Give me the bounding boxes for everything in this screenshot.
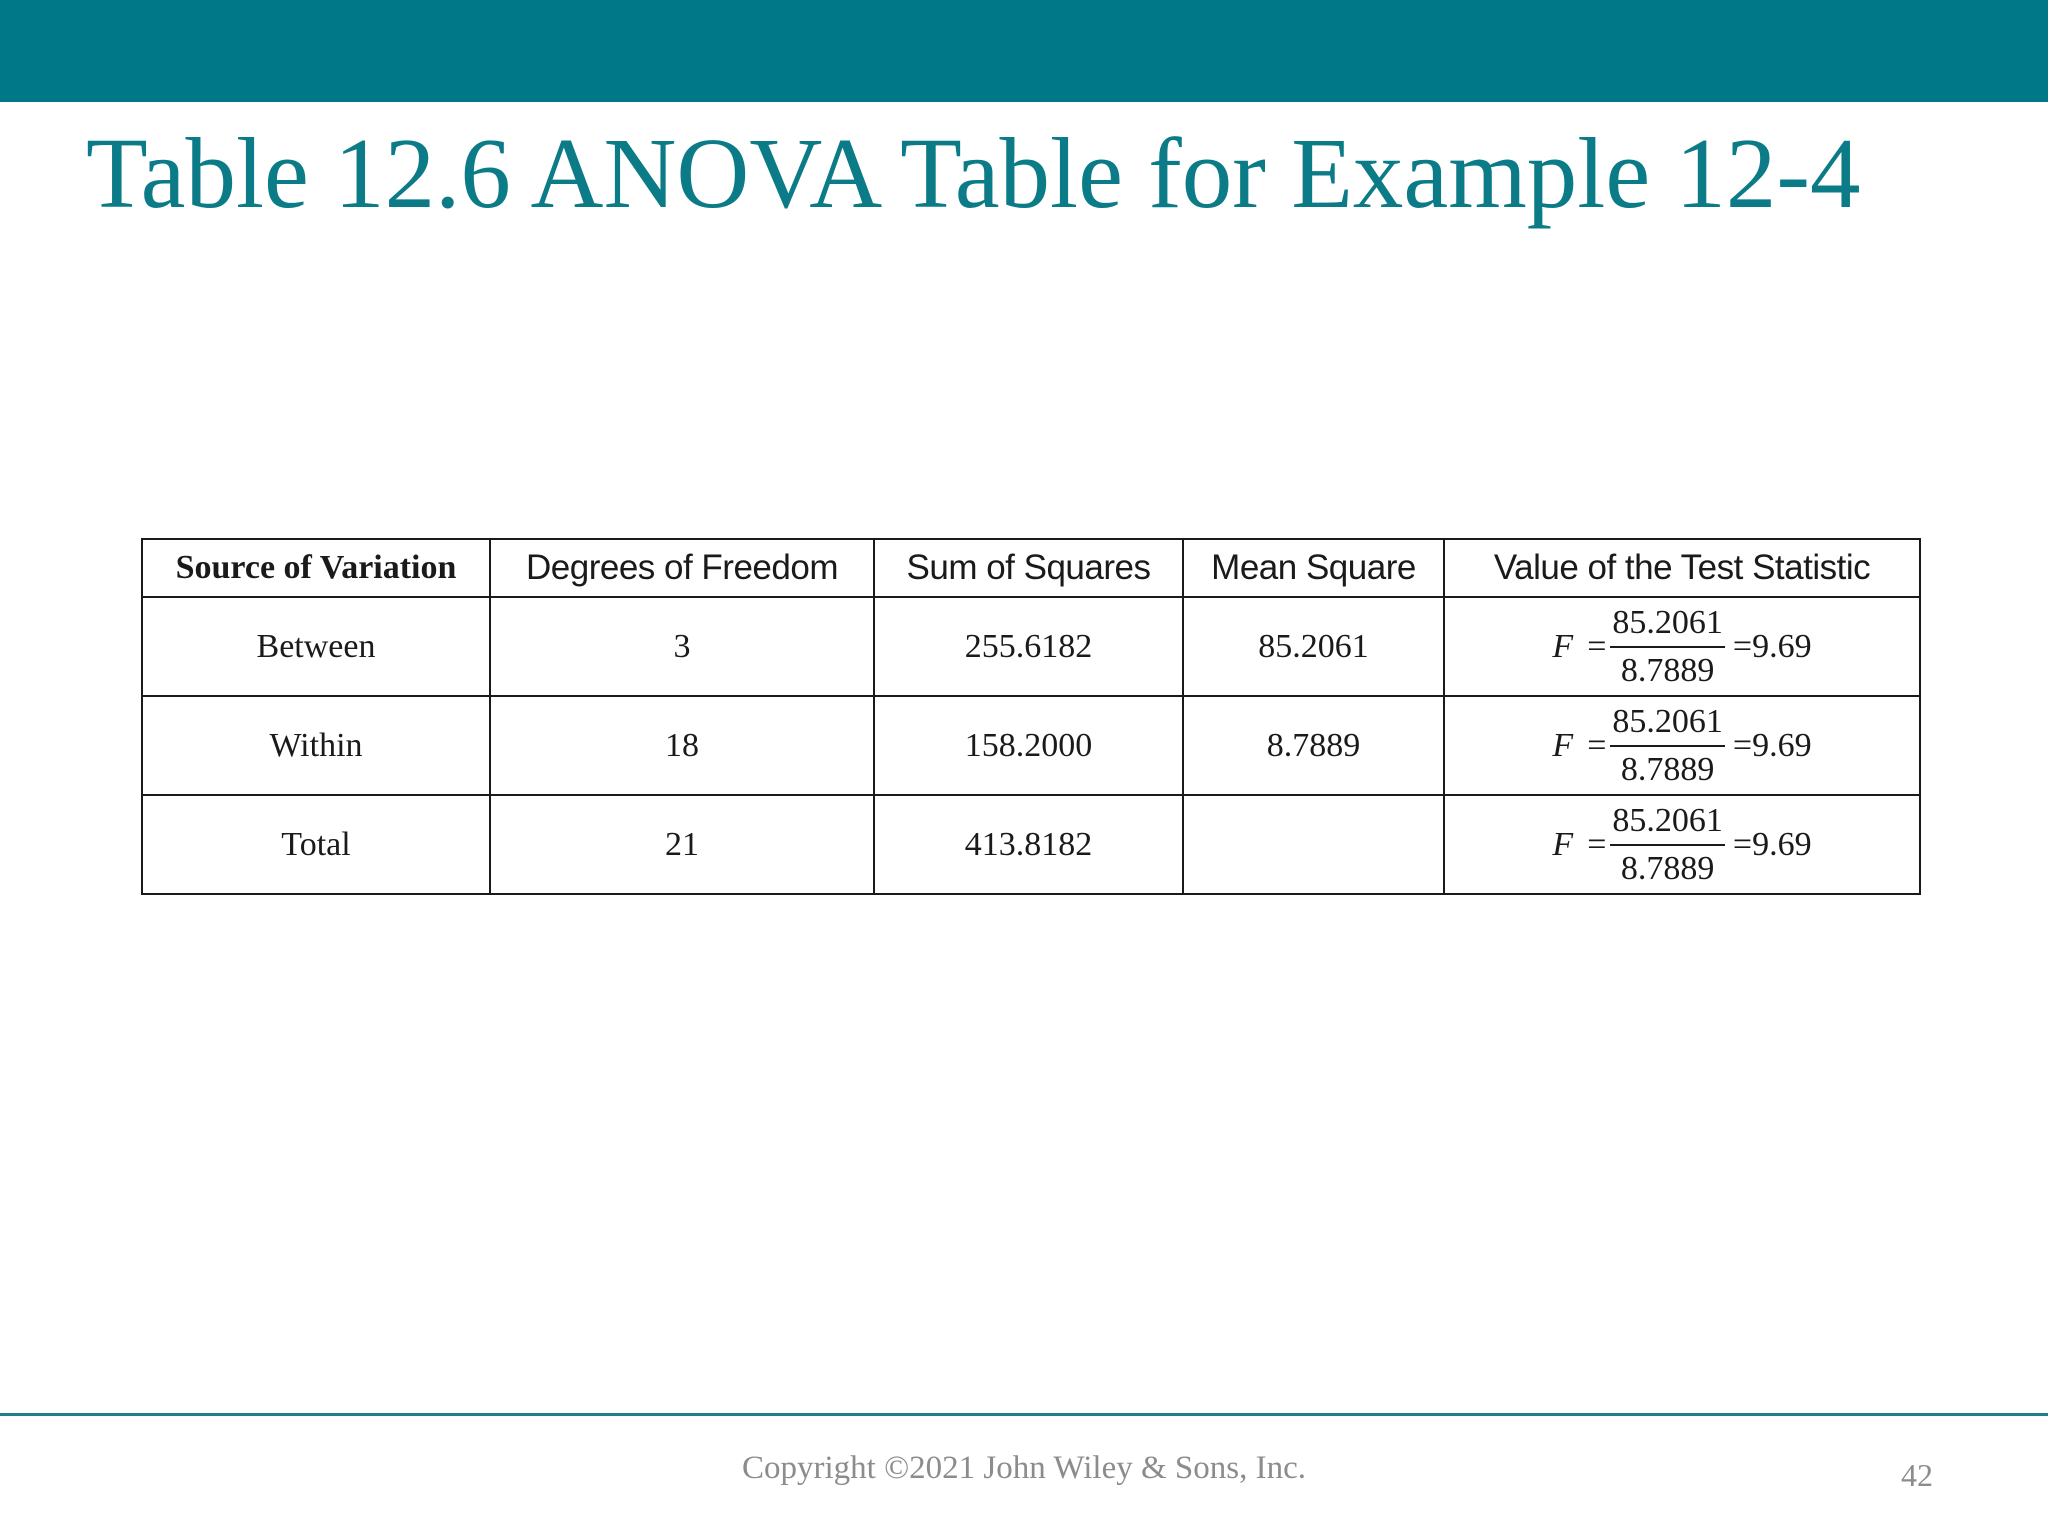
cell-test-statistic bbox=[1444, 795, 1920, 894]
equals-sign: = bbox=[1587, 726, 1607, 764]
f-formula bbox=[1552, 801, 1812, 887]
cell-source: Between bbox=[142, 597, 490, 696]
table-header-row bbox=[142, 539, 1920, 597]
cell-test-statistic bbox=[1444, 696, 1920, 795]
anova-table bbox=[141, 538, 1921, 895]
fraction-denominator: 8.7889 bbox=[1620, 849, 1715, 887]
table-row-between bbox=[142, 597, 1920, 696]
table-row-total bbox=[142, 795, 1920, 894]
cell-df: 21 bbox=[490, 795, 874, 894]
table-row-within bbox=[142, 696, 1920, 795]
f-variable: F bbox=[1552, 627, 1574, 665]
header-mean-square: Mean Square bbox=[1183, 539, 1444, 597]
equals-sign: = bbox=[1587, 825, 1607, 863]
cell-source: Total bbox=[142, 795, 490, 894]
cell-ms: 8.7889 bbox=[1183, 696, 1444, 795]
cell-df: 18 bbox=[490, 696, 874, 795]
fraction-denominator: 8.7889 bbox=[1620, 750, 1715, 788]
cell-source: Within bbox=[142, 696, 490, 795]
f-result: =9.69 bbox=[1732, 825, 1812, 863]
cell-df: 3 bbox=[490, 597, 874, 696]
fraction bbox=[1610, 603, 1725, 689]
fraction-numerator: 85.2061 bbox=[1610, 705, 1725, 747]
fraction-denominator: 8.7889 bbox=[1620, 651, 1715, 689]
footer-divider bbox=[0, 1413, 2048, 1416]
header-sum-of-squares: Sum of Squares bbox=[874, 539, 1183, 597]
f-formula bbox=[1552, 603, 1812, 689]
f-variable: F bbox=[1552, 726, 1574, 764]
slide-title: Table 12.6 ANOVA Table for Example 12-4 bbox=[86, 117, 1861, 229]
f-variable: F bbox=[1552, 825, 1574, 863]
header-band bbox=[0, 0, 2048, 102]
cell-test-statistic bbox=[1444, 597, 1920, 696]
f-result: =9.69 bbox=[1732, 627, 1812, 665]
page-number: 42 bbox=[1901, 1457, 1933, 1493]
header-source-of-variation: Source of Variation bbox=[142, 539, 490, 597]
cell-ss: 255.6182 bbox=[874, 597, 1183, 696]
header-test-statistic: Value of the Test Statistic bbox=[1444, 539, 1920, 597]
fraction-numerator: 85.2061 bbox=[1610, 606, 1725, 648]
equals-sign: = bbox=[1587, 627, 1607, 665]
header-degrees-of-freedom: Degrees of Freedom bbox=[490, 539, 874, 597]
f-formula bbox=[1552, 702, 1812, 788]
cell-ms: 85.2061 bbox=[1183, 597, 1444, 696]
cell-ss: 158.2000 bbox=[874, 696, 1183, 795]
fraction bbox=[1610, 702, 1725, 788]
fraction bbox=[1610, 801, 1725, 887]
cell-ms bbox=[1183, 795, 1444, 894]
cell-ss: 413.8182 bbox=[874, 795, 1183, 894]
fraction-numerator: 85.2061 bbox=[1610, 804, 1725, 846]
f-result: =9.69 bbox=[1732, 726, 1812, 764]
copyright-text: Copyright ©2021 John Wiley & Sons, Inc. bbox=[742, 1450, 1306, 1486]
